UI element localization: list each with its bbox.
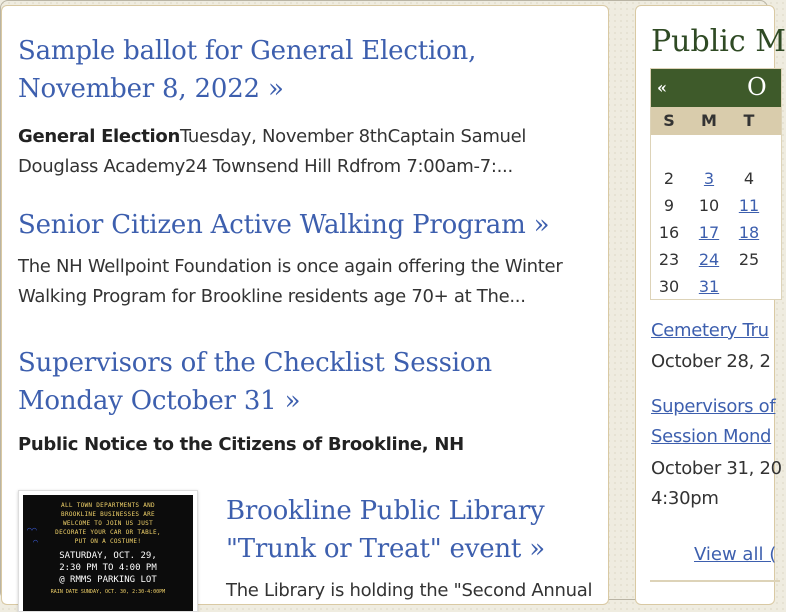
flyer-line: PUT ON A COSTUME!	[74, 538, 142, 545]
event-link[interactable]: Cemetery Tru	[651, 320, 769, 341]
news-item	[18, 32, 598, 182]
event-date: October 31, 20	[651, 458, 782, 479]
calendar-day[interactable]: 17	[698, 223, 720, 242]
flyer-line: WELCOME TO JOIN US JUST	[63, 520, 153, 527]
public-meetings-sidebar	[635, 5, 786, 605]
flyer-line: BROOKLINE BUSINESSES ARE	[61, 511, 155, 518]
news-summary-text: Tuesday, November 8thCaptain Samuel Douglass Academy24 Townsend Hill Rdfrom 7:00am-7:...	[18, 126, 527, 177]
news-item	[18, 344, 598, 460]
calendar-day[interactable]: 31	[698, 277, 720, 296]
calendar-day[interactable]: 3	[703, 169, 715, 188]
event-link[interactable]: Supervisors of	[651, 396, 776, 417]
news-summary: The Library is holding the "Second Annual	[226, 580, 593, 601]
news-title-link[interactable]: Brookline Public Library "Trunk or Treat" event »	[226, 496, 545, 564]
view-all-link[interactable]: View all (	[694, 544, 777, 565]
bat-icon: ⌒⌒	[27, 525, 37, 534]
event-flyer-image[interactable]	[18, 490, 198, 612]
news-title-link[interactable]: Supervisors of the Checklist Session Monday October 31 »	[18, 348, 492, 416]
event-time: 4:30pm	[651, 488, 719, 509]
event-link[interactable]: Session Mond	[651, 426, 772, 447]
news-item	[18, 206, 598, 312]
divider	[650, 580, 780, 582]
calendar-prev-button[interactable]: «	[657, 78, 667, 97]
flyer-content	[23, 495, 193, 611]
news-title-link[interactable]: Senior Citizen Active Walking Program »	[18, 210, 550, 240]
calendar-weekday-row	[651, 107, 781, 135]
flyer-line: ALL TOWN DEPARTMENTS AND	[61, 502, 155, 509]
sidebar-title: Public M	[651, 24, 786, 59]
calendar-day: 4	[743, 169, 755, 188]
news-summary-bold: General Election	[18, 126, 180, 147]
calendar-day: 30	[658, 277, 680, 296]
flyer-details	[23, 550, 193, 586]
calendar-widget	[650, 68, 782, 300]
event-date: October 28, 2	[651, 351, 771, 372]
calendar-day: 16	[658, 223, 680, 242]
calendar-day[interactable]: 24	[698, 250, 720, 269]
weekday-label: M	[701, 111, 717, 130]
news-item	[226, 492, 596, 606]
flyer-line: DECORATE YOUR CAR OR TABLE,	[55, 529, 161, 536]
news-summary	[18, 122, 598, 182]
weekday-label: T	[743, 111, 755, 130]
bat-icon: ⌒	[33, 537, 38, 546]
news-summary: The NH Wellpoint Foundation is once again offering the Winter Walking Program for Brookline residents age 70+ at The...	[18, 256, 563, 307]
flyer-line: SATURDAY, OCT. 29,	[59, 551, 157, 561]
calendar-day: 23	[658, 250, 680, 269]
news-title-link[interactable]: Sample ballot for General Election, November 8, 2022 »	[18, 36, 477, 104]
flyer-line: 2:30 PM TO 4:00 PM	[59, 563, 157, 573]
calendar-day: 2	[663, 169, 675, 188]
flyer-rain-date: RAIN DATE SUNDAY, OCT. 30, 2:30-4:00PM	[50, 589, 166, 595]
calendar-day[interactable]: 11	[738, 196, 760, 215]
calendar-day[interactable]: 18	[738, 223, 760, 242]
news-panel	[1, 5, 609, 605]
weekday-label: S	[663, 111, 675, 130]
news-summary-bold: Public Notice to the Citizens of Brookline, NH	[18, 434, 464, 455]
calendar-day: 25	[738, 250, 760, 269]
calendar-month-label: O	[747, 73, 767, 101]
calendar-day: 10	[698, 196, 720, 215]
calendar-day: 9	[663, 196, 675, 215]
calendar-header	[651, 69, 781, 107]
flyer-intro	[23, 495, 193, 546]
flyer-line: @ RMMS PARKING LOT	[59, 575, 157, 585]
